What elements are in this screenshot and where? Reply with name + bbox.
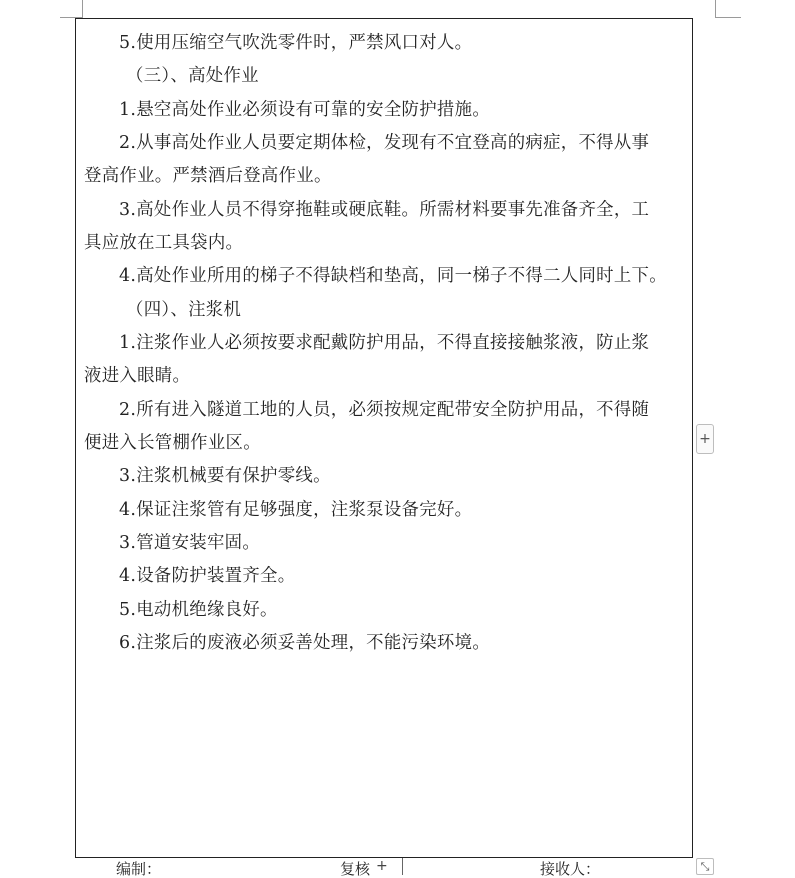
section-heading: （三）、高处作业 <box>126 66 259 86</box>
text-line: 1.注浆作业人必须按要求配戴防护用品，不得直接接触浆液，防止浆 <box>119 333 650 353</box>
text-cursor <box>402 858 403 875</box>
footer-receiver: 接收人： <box>540 860 601 878</box>
footer-add-icon[interactable]: + <box>376 858 388 874</box>
text-line: 2.所有进入隧道工地的人员，必须按规定配带安全防护用品，不得随 <box>119 400 650 420</box>
text-line: 1.悬空高处作业必须设有可靠的安全防护措施。 <box>119 100 491 120</box>
text-line: 6.注浆后的废液必须妥善处理，不能污染环境。 <box>119 633 491 653</box>
text-line: 3.管道安装牢固。 <box>119 533 261 553</box>
text-line: 3.注浆机械要有保护零线。 <box>119 466 331 486</box>
crop-mark <box>82 0 83 18</box>
footer-reviewed-by: 复核 <box>340 860 371 878</box>
text-line: 液进入眼睛。 <box>84 366 191 386</box>
text-line: 4.高处作业所用的梯子不得缺档和垫高，同一梯子不得二人同时上下。 <box>119 266 667 286</box>
text-line: 2.从事高处作业人员要定期体检，发现有不宜登高的病症，不得从事 <box>119 133 650 153</box>
footer-compiled-by: 编制： <box>116 860 162 878</box>
text-line: 4.设备防护装置齐全。 <box>119 566 296 586</box>
add-block-button[interactable]: + <box>696 424 714 454</box>
section-heading: （四）、注浆机 <box>126 300 242 320</box>
resize-icon[interactable]: ⤡ <box>696 858 714 875</box>
text-line: 便进入长管棚作业区。 <box>84 433 261 453</box>
document-page[interactable] <box>75 18 693 858</box>
text-line: 4.保证注浆管有足够强度，注浆泵设备完好。 <box>119 500 473 520</box>
text-line: 5.使用压缩空气吹洗零件时，严禁风口对人。 <box>119 33 473 53</box>
crop-mark <box>715 17 741 18</box>
crop-mark <box>715 0 716 18</box>
text-line: 登高作业。严禁酒后登高作业。 <box>84 166 332 186</box>
text-line: 5.电动机绝缘良好。 <box>119 600 278 620</box>
text-line: 具应放在工具袋内。 <box>84 233 244 253</box>
text-line: 3.高处作业人员不得穿拖鞋或硬底鞋。所需材料要事先准备齐全，工 <box>119 200 650 220</box>
